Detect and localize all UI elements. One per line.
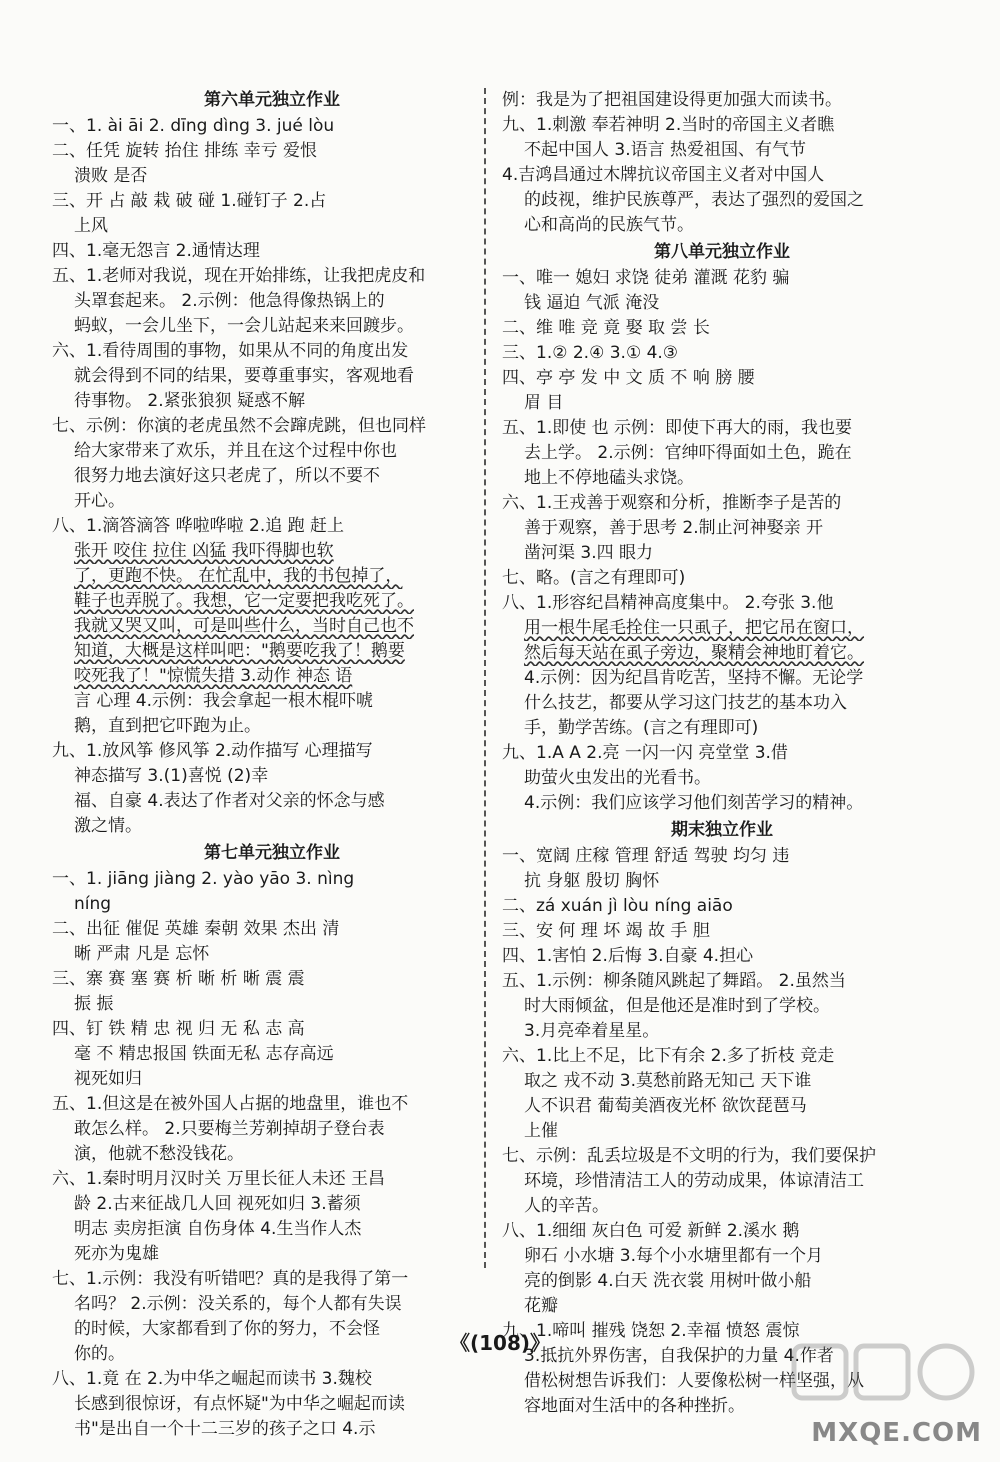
answer-line: 三、开 占 敲 栽 破 碰 1.碰钉子 2.占 xyxy=(52,191,327,211)
column-divider xyxy=(484,88,486,1268)
answer-line: 地上不停地磕头求饶。 xyxy=(524,468,694,488)
answer-line: 九、1.刺激 奉若神明 2.当时的帝国主义者瞧 xyxy=(502,115,835,135)
answer-line: 六、1.秦时明月汉时关 万里长征人未还 王昌 xyxy=(52,1169,386,1189)
answer-line: 毫 不 精忠报国 铁面无私 志存高远 xyxy=(74,1044,334,1064)
answer-line: 八、1.形容纪昌精神高度集中。 2.夸张 3.他 xyxy=(502,593,834,613)
answer-line: 三、安 何 理 坏 竭 故 手 胆 xyxy=(502,921,710,941)
answer-line: 五、1.但这是在被外国人占据的地盘里，谁也不 xyxy=(52,1094,409,1114)
answer-line: 一、1. ài āi 2. dīng dìng 3. jué lòu xyxy=(52,116,335,136)
answer-line: 卵石 小水塘 3.每个小水塘里都有一个月 xyxy=(524,1246,824,1266)
answer-line: 咬死我了！"惊慌失措 3.动作 神态 语 xyxy=(74,666,353,686)
answer-line: 钱 逼迫 气派 淹没 xyxy=(524,293,660,313)
watermark-text: MXQE.COM xyxy=(811,1418,982,1448)
answer-line: 头罩套起来。 2.示例：他急得像热锅上的 xyxy=(74,291,385,311)
answer-line: 激之情。 xyxy=(74,816,142,836)
answer-line: 八、1.细细 灰白色 可爱 新鲜 2.溪水 鹅 xyxy=(502,1221,800,1241)
answer-line: 九、1.放风筝 修风筝 2.动作描写 心理描写 xyxy=(52,741,373,761)
answer-line: 龄 2.古来征战几人回 视死如归 3.蓄须 xyxy=(74,1194,361,1214)
answer-line: 什么技艺，都要从学习这门技艺的基本功入 xyxy=(524,693,847,713)
unit7-answers-continued xyxy=(502,88,942,238)
answer-line: 的时候，大家都看到了你的努力，不会怪 xyxy=(74,1319,380,1339)
answer-line: 六、1.看待周围的事物，如果从不同的角度出发 xyxy=(52,341,409,361)
answer-line: 六、1.王戎善于观察和分析，推断李子是苦的 xyxy=(502,493,842,513)
answer-line: 我就又哭又叫，可是叫些什么，当时自己也不 xyxy=(74,616,414,636)
answer-line: 人的辛苦。 xyxy=(524,1196,609,1216)
answer-line: 二、出征 催促 英雄 秦朝 效果 杰出 清 xyxy=(52,919,340,939)
answer-line: 六、1.比上不足，比下有余 2.多了折枝 竞走 xyxy=(502,1046,835,1066)
answer-line: 亮的倒影 4.白天 洗衣裳 用树叶做小船 xyxy=(524,1271,812,1291)
answer-line: 长感到很惊讶，有点怀疑"为中华之崛起而读 xyxy=(74,1394,405,1414)
answer-line: 眉 目 xyxy=(524,393,564,413)
answer-line: 二、zá xuán jì lòu níng aiāo xyxy=(502,896,733,916)
answer-line: 一、宽阔 庄稼 管理 舒适 驾驶 均匀 违 xyxy=(502,846,790,866)
answer-line: 凿河渠 3.四 眼力 xyxy=(524,543,654,563)
unit7-heading: 第七单元独立作业 xyxy=(204,843,340,863)
answer-line: 神态描写 3.(1)喜悦 (2)幸 xyxy=(74,766,269,786)
answer-line: 张开 咬住 拉住 凶猛 我吓得脚也软 xyxy=(74,541,334,561)
answer-line: 视死如归 xyxy=(74,1069,142,1089)
answer-line: 不起中国人 3.语言 热爱祖国、有气节 xyxy=(524,140,807,160)
answer-line: 你的。 xyxy=(74,1344,125,1364)
unit6-answers xyxy=(52,114,492,839)
answer-line: 七、示例：乱丢垃圾是不文明的行为，我们要保护 xyxy=(502,1146,876,1166)
answer-line: 名吗？ 2.示例：没关系的，每个人都有失误 xyxy=(74,1294,402,1314)
answer-line: 4.吉鸿昌通过木牌抗议帝国主义者对中国人 xyxy=(502,165,825,185)
answer-line: 人不识君 葡萄美酒夜光杯 欲饮琵琶马 xyxy=(524,1096,807,1116)
answer-line: 四、亭 亭 发 中 文 质 不 响 膀 腰 xyxy=(502,368,755,388)
answer-line: níng xyxy=(74,894,112,914)
answer-line: 用一根牛尾毛拴住一只虱子，把它吊在窗口， xyxy=(524,618,864,638)
answer-line: 二、任凭 旋转 抬住 排练 幸亏 爱恨 xyxy=(52,141,318,161)
answer-line: 溃败 是否 xyxy=(74,166,148,186)
unit6-heading: 第六单元独立作业 xyxy=(204,90,340,110)
answer-line: 就会得到不同的结果，要尊重事实，客观地看 xyxy=(74,366,414,386)
answer-line: 五、1.老师对我说，现在开始排练，让我把虎皮和 xyxy=(52,266,426,286)
answer-line: 手，勤学苦练。(言之有理即可) xyxy=(524,718,759,738)
answer-line: 一、1. jiāng jiàng 2. yào yāo 3. nìng xyxy=(52,869,355,889)
answer-line: 五、1.示例：柳条随风跳起了舞蹈。 2.虽然当 xyxy=(502,971,846,991)
answer-line: 待事物。 2.紧张狼狈 疑惑不解 xyxy=(74,391,306,411)
answer-line: 取之 戎不动 3.莫愁前路无知己 天下谁 xyxy=(524,1071,812,1091)
answer-line: 鞋子也弄脱了。我想，它一定要把我吃死了。 xyxy=(74,591,414,611)
answer-line: 了，更跑不快。 在忙乱中，我的书包掉了， xyxy=(74,566,403,586)
answer-line: 死亦为鬼雄 xyxy=(74,1244,159,1264)
answer-line: 去上学。 2.示例：官绅吓得面如土色，跪在 xyxy=(524,443,852,463)
answer-line: 例：我是为了把祖国建设得更加强大而读书。 xyxy=(502,90,842,110)
answer-line: 敢怎么样。 2.只要梅兰芳剃掉胡子登台表 xyxy=(74,1119,385,1139)
answer-line: 知道，大概是这样叫吧："鹅要吃我了！鹅要 xyxy=(74,641,405,661)
answer-line: 言 心理 4.示例：我会拿起一根木棍吓唬 xyxy=(74,691,374,711)
answer-line: 花瓣 xyxy=(524,1296,558,1316)
unit8-answers xyxy=(502,266,942,816)
unit8-heading: 第八单元独立作业 xyxy=(654,242,790,262)
answer-line: 三、寨 赛 塞 赛 析 晰 析 晰 震 震 xyxy=(52,969,305,989)
answer-line: 很努力地去演好这只老虎了，所以不要不 xyxy=(74,466,380,486)
answer-line: 福、自豪 4.表达了作者对父亲的怀念与感 xyxy=(74,791,385,811)
answer-line: 助萤火虫发出的光看书。 xyxy=(524,768,711,788)
answer-line: 善于观察，善于思考 2.制止河神娶亲 开 xyxy=(524,518,824,538)
answer-line: 给大家带来了欢乐，并且在这个过程中你也 xyxy=(74,441,397,461)
answer-line: 振 振 xyxy=(74,994,114,1014)
answer-line: 4.示例：我们应该学习他们刻苦学习的精神。 xyxy=(524,793,864,813)
answer-line: 时大雨倾盆，但是他还是准时到了学校。 xyxy=(524,996,830,1016)
answer-line: 的歧视，维护民族尊严，表达了强烈的爱国之 xyxy=(524,190,864,210)
left-column xyxy=(52,86,492,1442)
answer-line: 四、1.害怕 2.后悔 3.自豪 4.担心 xyxy=(502,946,754,966)
answer-line: 八、1.竟 在 2.为中华之崛起而读书 3.魏校 xyxy=(52,1369,372,1389)
answer-line: 借松树想告诉我们：人要像松树一样坚强，从 xyxy=(524,1371,864,1391)
answer-line: 上风 xyxy=(74,216,108,236)
answer-line: 九、1.A A 2.亮 一闪一闪 亮堂堂 3.借 xyxy=(502,743,788,763)
answer-line: 演，他就不愁没钱花。 xyxy=(74,1144,244,1164)
answer-line: 五、1.即使 也 示例：即使下再大的雨，我也要 xyxy=(502,418,853,438)
answer-line: 一、唯一 媳妇 求饶 徒弟 灌溉 花豹 骗 xyxy=(502,268,790,288)
answer-line: 明志 卖房拒演 自伤身体 4.生当作人杰 xyxy=(74,1219,362,1239)
answer-line: 七、示例：你演的老虎虽然不会蹿虎跳，但也同样 xyxy=(52,416,426,436)
answer-line: 九、1.啼叫 摧残 饶恕 2.幸福 愤怒 震惊 xyxy=(502,1321,800,1341)
answer-line: 容地面对生活中的各种挫折。 xyxy=(524,1396,745,1416)
answer-line: 抗 身躯 殷切 胸怀 xyxy=(524,871,660,891)
answer-line: 七、略。(言之有理即可) xyxy=(502,568,686,588)
final-heading: 期末独立作业 xyxy=(671,820,773,840)
answer-line: 环境，珍惜清洁工人的劳动成果，体谅清洁工 xyxy=(524,1171,864,1191)
answer-line: 鹅，直到把它吓跑为止。 xyxy=(74,716,261,736)
answer-line: 然后每天站在虱子旁边，聚精会神地盯着它。 xyxy=(524,643,864,663)
answer-line: 四、钉 铁 精 忠 视 归 无 私 志 高 xyxy=(52,1019,305,1039)
answer-line: 三、1.② 2.④ 3.① 4.③ xyxy=(502,343,679,363)
answer-line: 3.抵抗外界伤害，自我保护的力量 4.作者 xyxy=(524,1346,834,1366)
answer-line: 八、1.滴答滴答 哗啦哗啦 2.追 跑 赶上 xyxy=(52,516,345,536)
answer-line: 上催 xyxy=(524,1121,558,1141)
answer-line: 3.月亮牵着星星。 xyxy=(524,1021,660,1041)
right-column xyxy=(502,88,942,1419)
answer-line: 七、1.示例：我没有听错吧？真的是我得了第一 xyxy=(52,1269,409,1289)
answer-line: 晰 严肃 凡是 忘怀 xyxy=(74,944,210,964)
answer-line: 蚂蚁，一会儿坐下，一会儿站起来来回踱步。 xyxy=(74,316,414,336)
answer-line: 4.示例：因为纪昌肯吃苦，坚持不懈。无论学 xyxy=(524,668,864,688)
answer-line: 心和高尚的民族气节。 xyxy=(524,215,694,235)
answer-line: 二、维 唯 竞 竟 娶 取 尝 长 xyxy=(502,318,710,338)
answer-line: 书"是出自一个十二三岁的孩子之口 4.示 xyxy=(74,1419,376,1439)
answer-line: 开心。 xyxy=(74,491,125,511)
page-number: 《(108)》 xyxy=(449,1331,551,1355)
answer-line: 四、1.毫无怨言 2.通情达理 xyxy=(52,241,260,261)
